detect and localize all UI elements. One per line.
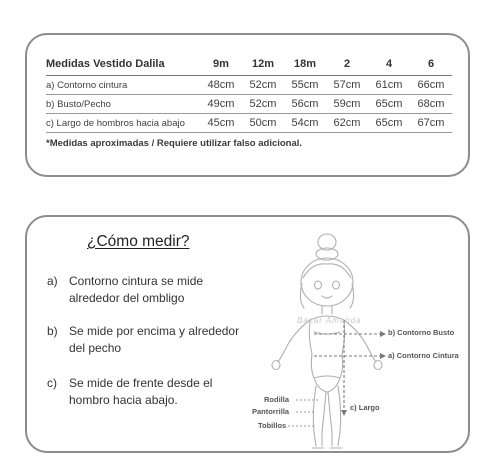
table-cell: 45cm	[200, 114, 242, 133]
row-label: c) Largo de hombros hacia abajo	[46, 114, 200, 133]
step-marker: a)	[47, 274, 58, 288]
size-table-title: Medidas Vestido Dalila	[46, 55, 200, 76]
table-row	[46, 76, 452, 95]
row-label: b) Busto/Pecho	[46, 95, 200, 114]
size-header: 6	[410, 55, 452, 76]
child-figure	[252, 220, 467, 452]
table-cell: 52cm	[242, 95, 284, 114]
size-header: 18m	[284, 55, 326, 76]
howto-step	[47, 375, 247, 409]
bust-label: b) Contorno Busto	[388, 328, 455, 337]
table-row	[46, 114, 452, 133]
table-cell: 65cm	[368, 114, 410, 133]
size-header: 9m	[200, 55, 242, 76]
step-text: Se mide por encima y alrededor del pecho	[69, 324, 240, 355]
table-cell: 52cm	[242, 76, 284, 95]
howto-step	[47, 323, 247, 357]
table-cell: 66cm	[410, 76, 452, 95]
table-cell: 68cm	[410, 95, 452, 114]
table-row	[46, 95, 452, 114]
howto-step	[47, 273, 247, 307]
table-cell: 54cm	[284, 114, 326, 133]
table-cell: 61cm	[368, 76, 410, 95]
size-table-header	[46, 55, 452, 76]
size-header: 12m	[242, 55, 284, 76]
length-label: c) Largo	[350, 403, 380, 412]
table-cell: 62cm	[326, 114, 368, 133]
ankle-label: Tobillos	[258, 421, 287, 430]
howto-card	[25, 215, 470, 453]
size-table	[46, 55, 452, 133]
table-cell: 59cm	[326, 95, 368, 114]
table-cell: 65cm	[368, 95, 410, 114]
size-header: 4	[368, 55, 410, 76]
table-cell: 48cm	[200, 76, 242, 95]
calf-label: Pantorrilla	[252, 407, 290, 416]
waist-label: a) Contorno Cintura	[388, 351, 459, 360]
size-header: 2	[326, 55, 368, 76]
table-cell: 57cm	[326, 76, 368, 95]
table-cell: 56cm	[284, 95, 326, 114]
knee-label: Rodilla	[264, 395, 290, 404]
table-cell: 49cm	[200, 95, 242, 114]
step-text: Se mide de frente desde el hombro hacia abajo.	[69, 376, 213, 407]
table-cell: 67cm	[410, 114, 452, 133]
table-cell: 55cm	[284, 76, 326, 95]
table-cell: 50cm	[242, 114, 284, 133]
size-table-note: *Medidas aproximadas / Requiere utilizar falso adicional.	[46, 138, 303, 149]
row-label: a) Contorno cintura	[46, 76, 200, 95]
watermark: Bazar Amanda	[297, 316, 362, 325]
step-marker: b)	[47, 324, 58, 338]
howto-title: ¿Cómo medir?	[87, 233, 190, 250]
step-text: Contorno cintura se mide alrededor del ombligo	[69, 274, 204, 305]
size-table-card	[25, 33, 470, 177]
step-marker: c)	[47, 376, 57, 390]
